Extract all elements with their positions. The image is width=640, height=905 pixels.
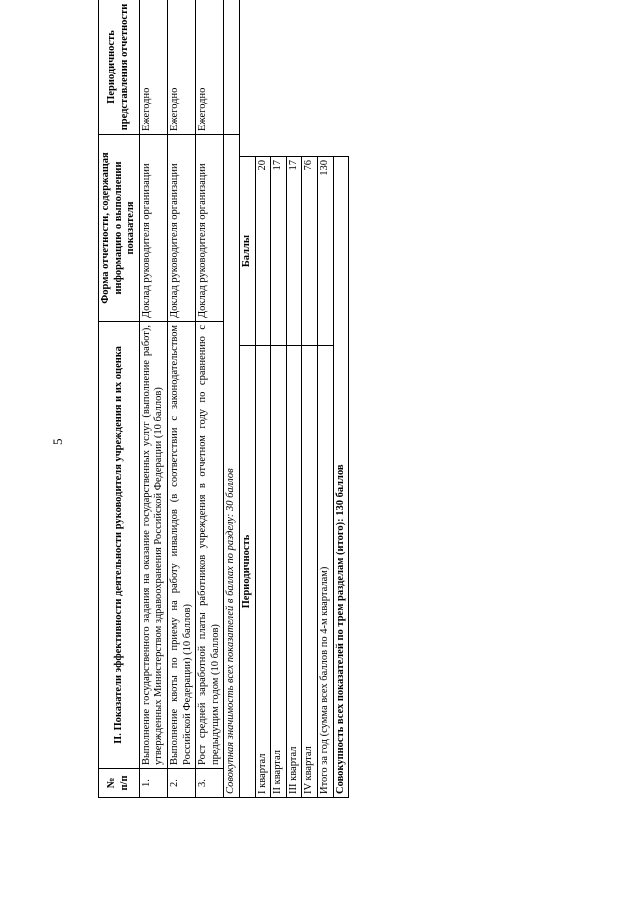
row-number: 2. <box>167 769 195 798</box>
table-row <box>196 0 224 798</box>
score-value: 17 <box>271 157 287 346</box>
header-form: Форма отчетности, содержащая информацию о выполнении показателя <box>99 135 140 322</box>
row-number: 1. <box>139 769 167 798</box>
grand-total: Совокупность всех показателей по трем разделам (итого): 130 баллов <box>333 157 349 798</box>
score-label: III квартал <box>286 346 302 798</box>
section-total-row <box>224 0 240 798</box>
score-value: 17 <box>286 157 302 346</box>
score-label: Итого за год (сумма всех баллов по 4-м кварталам) <box>317 346 333 798</box>
row-number: 3. <box>196 769 224 798</box>
row-indicator: Рост средней заработной платы работников учреждения в отчетном году по сравнению с предыдущим годом (10 баллов) <box>196 322 224 769</box>
rotated-page <box>98 3 388 798</box>
scores-table <box>239 156 349 798</box>
row-indicator: Выполнение квоты по приему на работу инвалидов (в соответствии с законодательством Российской Федерации) (10 баллов) <box>167 322 195 769</box>
row-form: Доклад руководителя организации <box>167 135 195 322</box>
section-total: Совокупная значимость всех показателей в баллах по разделу: 30 баллов <box>224 135 240 798</box>
header-indicator: II. Показатели эффективности деятельности руководителя учреждения и их оценка <box>99 322 140 769</box>
row-form: Доклад руководителя организации <box>196 135 224 322</box>
row-form: Доклад руководителя организации <box>139 135 167 322</box>
table-row <box>317 157 333 798</box>
score-value: 130 <box>317 157 333 346</box>
table-row <box>255 157 271 798</box>
score-label: I квартал <box>255 346 271 798</box>
row-indicator: Выполнение государственного задания на оказание государственных услуг (выполнение работ), утвержденных Министерством здравоохранения Российской Федерации (10 баллов) <box>139 322 167 769</box>
table-row <box>271 157 287 798</box>
indicators-table <box>98 0 240 798</box>
row-periodicity: Ежегодно <box>196 0 224 135</box>
table-header-row <box>99 0 140 798</box>
header-number: № п/п <box>99 769 140 798</box>
scores-header-row <box>239 157 255 798</box>
table-row <box>302 157 318 798</box>
table-row <box>167 0 195 798</box>
scores-header-points: Баллы <box>239 157 255 346</box>
score-value: 76 <box>302 157 318 346</box>
table-row <box>286 157 302 798</box>
grand-total-row <box>333 157 349 798</box>
score-value: 20 <box>255 157 271 346</box>
score-label: II квартал <box>271 346 287 798</box>
row-periodicity: Ежегодно <box>139 0 167 135</box>
header-periodicity: Периодичность представления отчетности <box>99 0 140 135</box>
row-periodicity: Ежегодно <box>167 0 195 135</box>
scores-header-period: Периодичность <box>239 346 255 798</box>
section-total-empty <box>224 0 240 135</box>
page-number: 5 <box>50 438 65 445</box>
score-label: IV квартал <box>302 346 318 798</box>
table-row <box>139 0 167 798</box>
